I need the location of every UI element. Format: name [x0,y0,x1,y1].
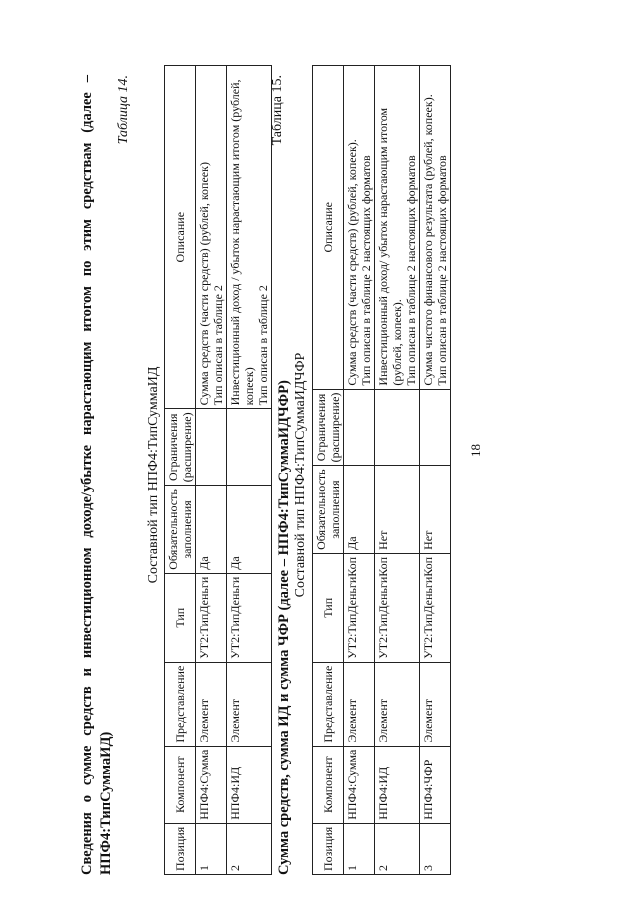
description-line: Тип описан в таблице 2 настоящих форматов [359,155,373,386]
component-cell: НПФ4:ИД [227,746,272,823]
description-cell [227,66,272,409]
restrictions-cell [375,389,420,466]
table-label-15: Таблица 15. [270,75,285,146]
mandatory-cell: Да [196,486,227,574]
description-line: Тип описан в таблице 2 настоящих форматов [404,155,418,386]
description-cell [344,66,375,390]
description-line: Тип описан в таблице 2 [211,285,225,406]
description-cell [196,66,227,409]
component-cell: НПФ4:ИД [375,746,420,823]
representation-cell: Элемент [344,662,375,746]
header-cell: Компонент [313,746,344,823]
section-heading-2: Сумма средств, сумма ИД и сумма ЧФР (далее – НПФ4:ТипСуммаИДЧФР) [276,380,292,875]
position-cell: 3 [420,823,451,874]
description-line: Сумма средств (части средств) (рублей, копеек) [197,162,211,406]
description-line: Инвестиционный доход / убыток нарастающим итогом (рублей, копеек) [228,79,256,406]
description-line: Инвестиционный доход/ убыток нарастающим итогом (рублей, копеек). [376,107,404,386]
header-cell: Описание [313,66,344,390]
representation-cell: Элемент [375,662,420,746]
header-cell: Тип [313,553,344,662]
header-cell: Компонент [165,746,196,823]
type-cell: УТ2:ТипДеньгиКоп [420,553,451,662]
table-caption-2: Составной тип НПФ4:ТипСуммаИДЧФР [293,352,308,598]
type-cell: УТ2:ТипДеньгиКоп [375,553,420,662]
header-cell: Ограничения (расширение) [313,389,344,466]
header-cell: Представление [165,662,196,746]
table-row [375,66,420,875]
table-14 [164,65,272,875]
mandatory-cell: Нет [375,466,420,554]
description-line: Сумма чистого финансового результата (рублей, копеек). [421,94,435,386]
header-cell: Представление [313,662,344,746]
table-header-row [165,66,196,875]
restrictions-cell [420,389,451,466]
position-cell: 2 [375,823,420,874]
table-header-row [313,66,344,875]
table-caption-1: Составной тип НПФ4:ТипСуммаИД [146,366,161,584]
type-cell: УТ2:ТипДеньги [196,573,227,662]
restrictions-cell [196,409,227,486]
table-label-14: Таблица 14. [116,75,131,145]
header-cell: Ограничения (расширение) [165,409,196,486]
representation-cell: Элемент [196,662,227,746]
component-cell: НПФ4:Сумма [196,746,227,823]
table-row [196,66,227,875]
position-cell: 2 [227,823,272,874]
component-cell: НПФ4:ЧФР [420,746,451,823]
mandatory-cell: Нет [420,466,451,554]
restrictions-cell [344,389,375,466]
table-row [344,66,375,875]
header-cell: Позиция [165,823,196,874]
mandatory-cell: Да [344,466,375,554]
representation-cell: Элемент [420,662,451,746]
header-cell: Тип [165,573,196,662]
description-line: Сумма средств (части средств) (рублей, копеек). [345,139,359,386]
description-line: Тип описан в таблице 2 [256,285,270,406]
representation-cell: Элемент [227,662,272,746]
rotated-page-content [58,65,598,875]
header-cell: Обязательность заполнения [313,466,344,554]
component-cell: НПФ4:Сумма [344,746,375,823]
position-cell: 1 [196,823,227,874]
section-heading-1: Сведения о сумме средств и инвестиционном доходе/убытке нарастающим итогом по этим средствам (далее – НПФ4:ТипСуммаИД) [79,75,114,875]
table-row [227,66,272,875]
description-cell [375,66,420,390]
header-cell: Позиция [313,823,344,874]
description-line: Тип описан в таблице 2 настоящих форматов [435,155,449,386]
header-cell: Описание [165,66,196,409]
mandatory-cell: Да [227,486,272,574]
type-cell: УТ2:ТипДеньги [227,573,272,662]
page-number: 18 [468,444,483,457]
table-row [420,66,451,875]
position-cell: 1 [344,823,375,874]
description-cell [420,66,451,390]
type-cell: УТ2:ТипДеньгиКоп [344,553,375,662]
header-cell: Обязательность заполнения [165,486,196,574]
table-15 [312,65,451,875]
restrictions-cell [227,409,272,486]
